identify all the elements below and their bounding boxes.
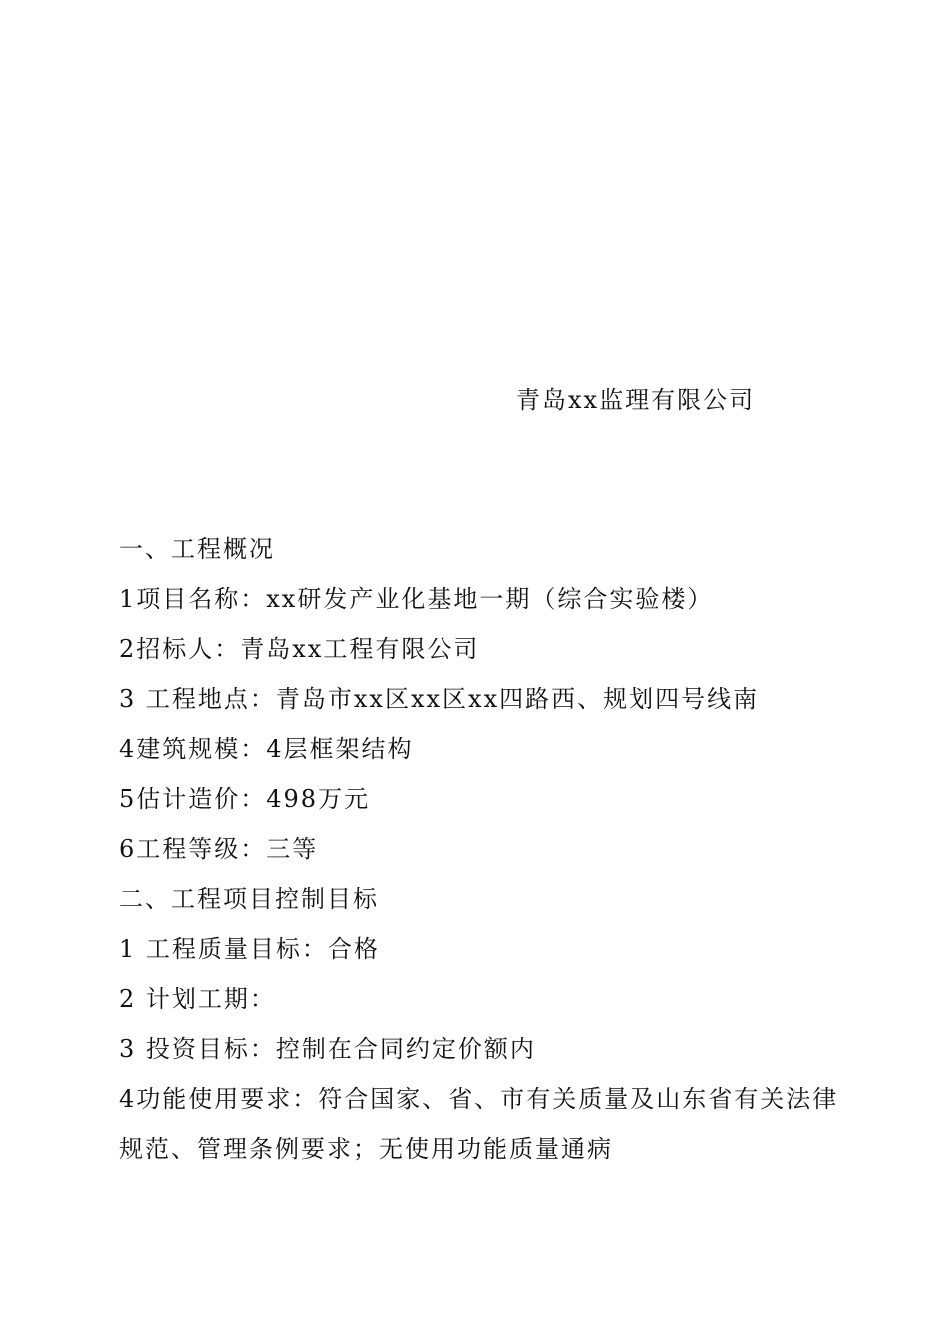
document-body: [119, 531, 859, 1174]
item-investment-target: 3 投资目标：控制在合同约定价额内: [119, 1035, 536, 1063]
section-heading-overview: 一、工程概况: [119, 535, 275, 563]
item-project-grade: 6工程等级：三等: [119, 835, 319, 863]
item-schedule: 2 计划工期：: [119, 985, 276, 1013]
company-name: 青岛xx监理有限公司: [516, 386, 756, 414]
item-function-requirements: 4功能使用要求：符合国家、省、市有关质量及山东省有关法律规范、管理条例要求；无使用功能质量通病: [119, 1085, 839, 1163]
item-project-name: 1项目名称：xx研发产业化基地一期（综合实验楼）: [119, 585, 714, 613]
item-location: 3 工程地点：青岛市xx区xx区xx四路西、规划四号线南: [119, 685, 760, 713]
item-estimated-cost: 5估计造价：498万元: [119, 785, 371, 813]
item-tenderer: 2招标人：青岛xx工程有限公司: [119, 635, 480, 663]
section-heading-control-targets: 二、工程项目控制目标: [119, 885, 379, 913]
item-quality-target: 1 工程质量目标：合格: [119, 935, 380, 963]
item-building-scale: 4建筑规模：4层框架结构: [119, 735, 414, 763]
